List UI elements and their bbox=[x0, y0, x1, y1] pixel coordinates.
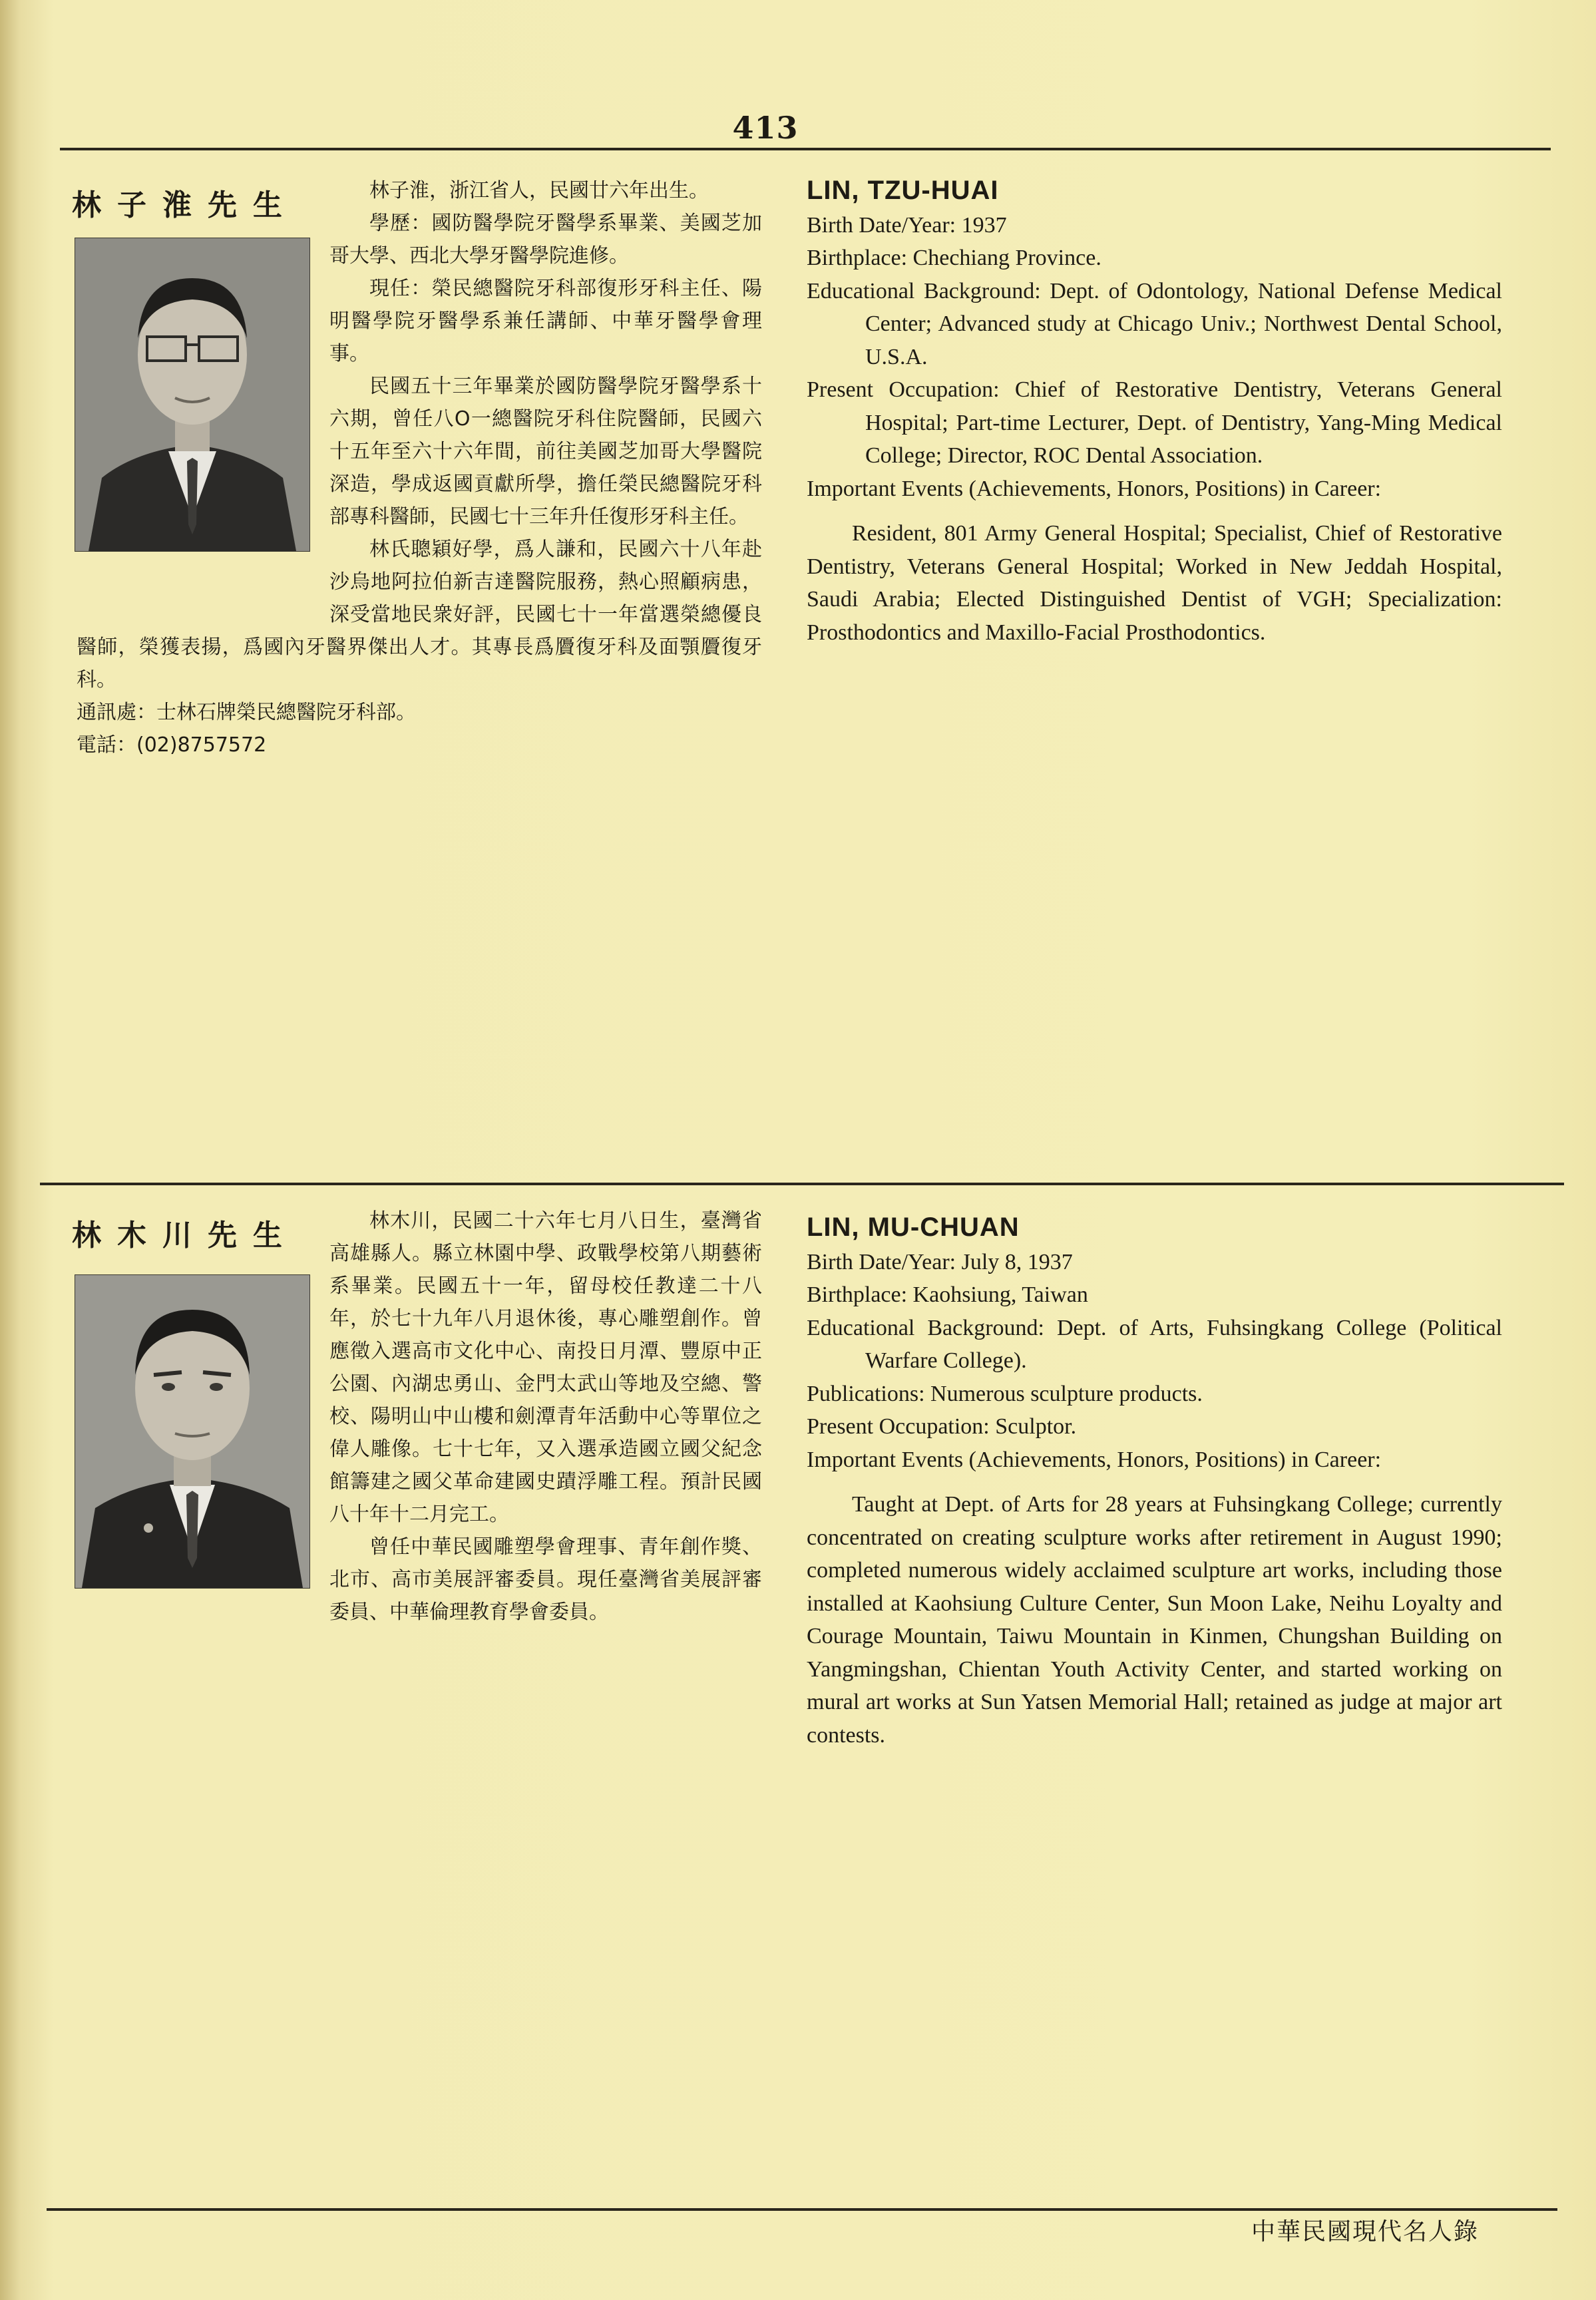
en-name: LIN, MU-CHUAN bbox=[807, 1213, 1020, 1242]
en-field: Birthplace: Chechiang Province. bbox=[807, 246, 1101, 270]
cn-paragraph: 林子淮，浙江省人，民國廿六年出生。 bbox=[369, 179, 709, 202]
en-biography bbox=[807, 174, 1502, 649]
cn-paragraph: 林木川，民國二十六年七月八日生，臺灣省高雄縣人。縣立林園中學、政戰學校第八期藝術系畢業。民國五十一年，留母校任教達二十八年，於七十九年八月退休後，專心雕塑創作。曾應徵入選高市文化中心、南投日月潭、豐原中正公園、內湖忠勇山、金門太武山等地及空總、警校、陽明山中山樓和劍潭青年活動中心等單位之偉人雕像。七十七年，又入選承造國立國父紀念館籌建之國父革命建國史蹟浮雕工程。預計民國八十年十二月完工。 bbox=[329, 1209, 762, 1526]
cn-paragraph: 學歷：國防醫學院牙醫學系畢業、美國芝加哥大學、西北大學牙醫學院進修。 bbox=[329, 212, 762, 268]
en-field: Birthplace: Kaohsiung, Taiwan bbox=[807, 1282, 1088, 1307]
top-rule bbox=[60, 148, 1551, 150]
cn-paragraph: 民國五十三年畢業於國防醫學院牙醫學系十六期，曾任八O一總醫院牙科住院醫師，民國六十五年至六十六年間，前往美國芝加哥大學醫院深造，學成返國貢獻所學，擔任榮民總醫院牙科部專科醫師，民國七十三年升任復形牙科主任。 bbox=[329, 375, 762, 528]
en-biography bbox=[807, 1211, 1502, 1752]
entry-lin-tzu-huai bbox=[0, 174, 1596, 973]
en-field: Important Events (Achievements, Honors, Positions) in Career: bbox=[807, 1447, 1382, 1472]
cn-biography bbox=[77, 174, 762, 761]
en-field: Present Occupation: Sculptor. bbox=[807, 1414, 1077, 1439]
cn-paragraph: 林氏聰穎好學，爲人謙和，民國六十八年赴沙烏地阿拉伯新吉達醫院服務，熱心照顧病患，深受當地民衆好評，民國七十一年當選榮總優良醫師，榮獲表揚，爲國內牙醫界傑出人才。其專長爲贗復牙科及面顎贗復牙科。 bbox=[77, 538, 762, 691]
cn-contact-phone: 電話：(02)8757572 bbox=[77, 733, 267, 757]
cn-name: 林子淮先生 bbox=[72, 188, 298, 222]
en-field: Educational Background: Dept. of Odontology, National Defense Medical Center; Advanced study at Chicago Univ.; Northwest Dental School, U.S.A. bbox=[807, 278, 1502, 369]
entry-lin-mu-chuan bbox=[0, 1205, 1596, 2003]
cn-paragraph: 曾任中華民國雕塑學會理事、青年創作獎、北市、高市美展評審委員。現任臺灣省美展評審委員、中華倫理教育學會委員。 bbox=[329, 1535, 762, 1624]
footer-book-title: 中華民國現代名人錄 bbox=[1251, 2218, 1480, 2245]
page-number: 413 bbox=[732, 110, 799, 146]
en-career: Taught at Dept. of Arts for 28 years at Fuhsingkang College; currently concentrated on creating sculpture works after retirement in August 1990; completed numerous widely acclaimed sculpture art works, including those installed at Kaohsiung Culture Center, Sun Moon Lake, Neihu Loyalty and Courage Mountain, Taiwu Mountain in Kinmen, Chungshan Building on Yangmingshan, Chientan Youth Activity Center, and started working on mural art works at Sun Yatsen Memorial Hall; retained as judge at major art contests. bbox=[807, 1492, 1502, 1748]
photo-spacer bbox=[77, 1205, 329, 1637]
cn-name: 林木川先生 bbox=[72, 1219, 298, 1252]
cn-contact-address: 通訊處：士林石牌榮民總醫院牙科部。 bbox=[77, 701, 416, 724]
middle-rule bbox=[40, 1183, 1564, 1185]
en-field: Educational Background: Dept. of Arts, Fuhsingkang College (Political Warfare College). bbox=[807, 1315, 1502, 1373]
photo-spacer bbox=[77, 174, 329, 600]
cn-paragraph: 現任：榮民總醫院牙科部復形牙科主任、陽明醫學院牙醫學系兼任講師、中華牙醫學會理事。 bbox=[329, 277, 762, 365]
en-field: Publications: Numerous sculpture products. bbox=[807, 1381, 1203, 1406]
en-field: Birth Date/Year: 1937 bbox=[807, 212, 1007, 238]
en-career: Resident, 801 Army General Hospital; Specialist, Chief of Restorative Dentistry, Veterans General Hospital; Worked in New Jeddah Hospital, Saudi Arabia; Elected Distinguished Dentist of VGH; Specialization: Prosthodontics and Maxillo-Facial Prosthodontics. bbox=[807, 521, 1502, 645]
en-field: Birth Date/Year: July 8, 1937 bbox=[807, 1249, 1073, 1274]
en-name: LIN, TZU-HUAI bbox=[807, 176, 999, 205]
en-field: Present Occupation: Chief of Restorative Dentistry, Veterans General Hospital; Part-time Lecturer, Dept. of Dentistry, Yang-Ming Medical College; Director, ROC Dental Association. bbox=[807, 377, 1502, 468]
en-field: Important Events (Achievements, Honors, Positions) in Career: bbox=[807, 476, 1382, 501]
bottom-rule bbox=[47, 2208, 1557, 2211]
cn-biography bbox=[77, 1205, 762, 1637]
